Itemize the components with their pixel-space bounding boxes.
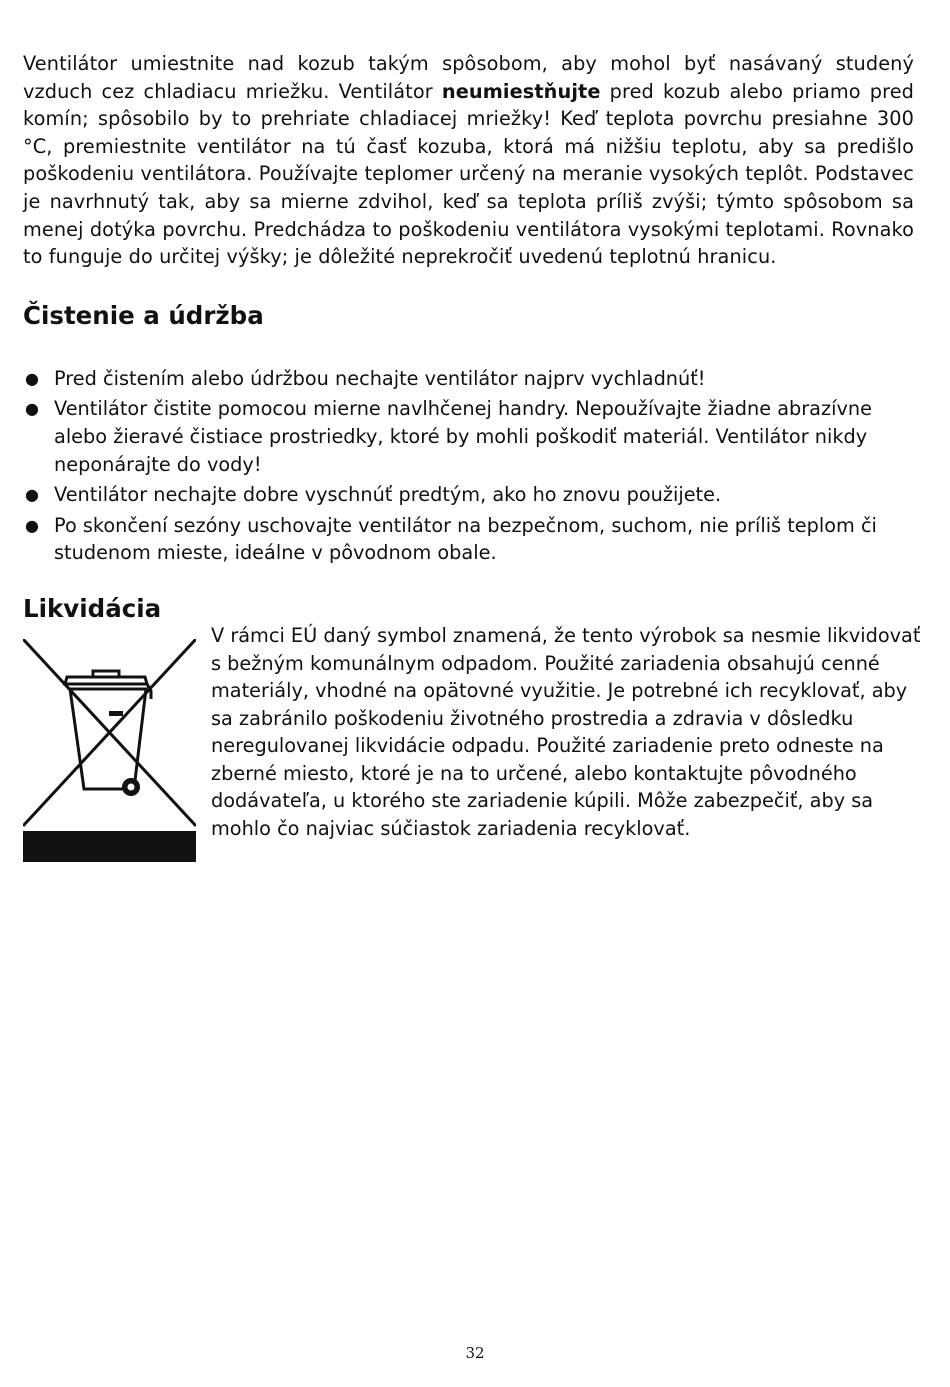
bullet-icon: ● [25,399,39,419]
list-item [23,395,914,478]
intro-paragraph [23,50,914,271]
list-item-text: Ventilátor nechajte dobre vyschnúť predtým, ako ho znovu použijete. [54,483,722,507]
intro-text-end: pred kozub alebo priamo pred komín; spôsobilo by to prehriate chladiacej mriežky! Keď teplota povrchu presiahne 300 °C, premiestnite ventilátor na tú časť kozuba, ktorá má nižšiu teplotu, aby sa predišlo poškodeniu ventilátora. Používajte teplomer určený na meranie vysokých teplôt. Podstavec je navrhnutý tak, aby sa mierne zdvihol, keď sa teplota príliš zvýši; týmto spôsobom sa menej dotýka povrchu. Predchádza to poškodeniu ventilátora vysokými teplotami. Rovnako to funguje do určitej výšky; je dôležité neprekročiť uvedenú teplotnú hranicu. [23,79,914,269]
disposal-section [23,623,921,864]
disposal-heading: Likvidácia [23,593,162,623]
intro-bold-word: neumiestňujte [441,79,601,103]
bullet-icon: ● [25,515,39,535]
cleaning-heading: Čistenie a údržba [23,300,264,330]
page-number: 32 [465,1344,485,1362]
list-item-text: Po skončení sezóny uschovajte ventilátor na bezpečnom, suchom, nie príliš teplom či studenom mieste, ideálne v pôvodnom obale. [54,513,877,565]
bullet-icon: ● [25,485,39,505]
document-page [23,50,921,864]
intro-text-start: Ventilátor umiestnite nad kozub takým spôsobom, aby mohol byť nasávaný studený vzduch cez chladiacu mriežku. Ventilátor [23,52,914,103]
cleaning-list [23,365,914,567]
list-item [23,512,914,567]
list-item-text: Pred čistením alebo údržbou nechajte ventilátor najprv vychladnúť! [54,366,706,390]
list-item [23,481,914,509]
bullet-icon: ● [25,368,39,388]
list-item [23,365,914,393]
crossed-out-wheelie-bin-icon [23,639,196,862]
list-item-text: Ventilátor čistite pomocou mierne navlhčenej handry. Nepoužívajte žiadne abrazívne alebo žieravé čistiace prostriedky, ktoré by mohli poškodiť materiál. Ventilátor nikdy neponárajte do vody! [54,397,872,476]
disposal-paragraph: V rámci EÚ daný symbol znamená, že tento výrobok sa nesmie likvidovať s bežným komunálnym odpadom. Použité zariadenia obsahujú cenné materiály, vhodné na opätovné využitie. Je potrebné ich recyklovať, aby sa zabránilo poškodeniu životného prostredia a zdravia v dôsledku neregulovanej likvidácie odpadu. Použité zariadenie preto odneste na zberné miesto, ktoré je na to určené, alebo kontaktujte pôvodného dodávateľa, u ktorého ste zariadenie kúpili. Môže zabezpečiť, aby sa mohlo čo najviac súčiastok zariadenia recyklovať. [211,623,921,841]
